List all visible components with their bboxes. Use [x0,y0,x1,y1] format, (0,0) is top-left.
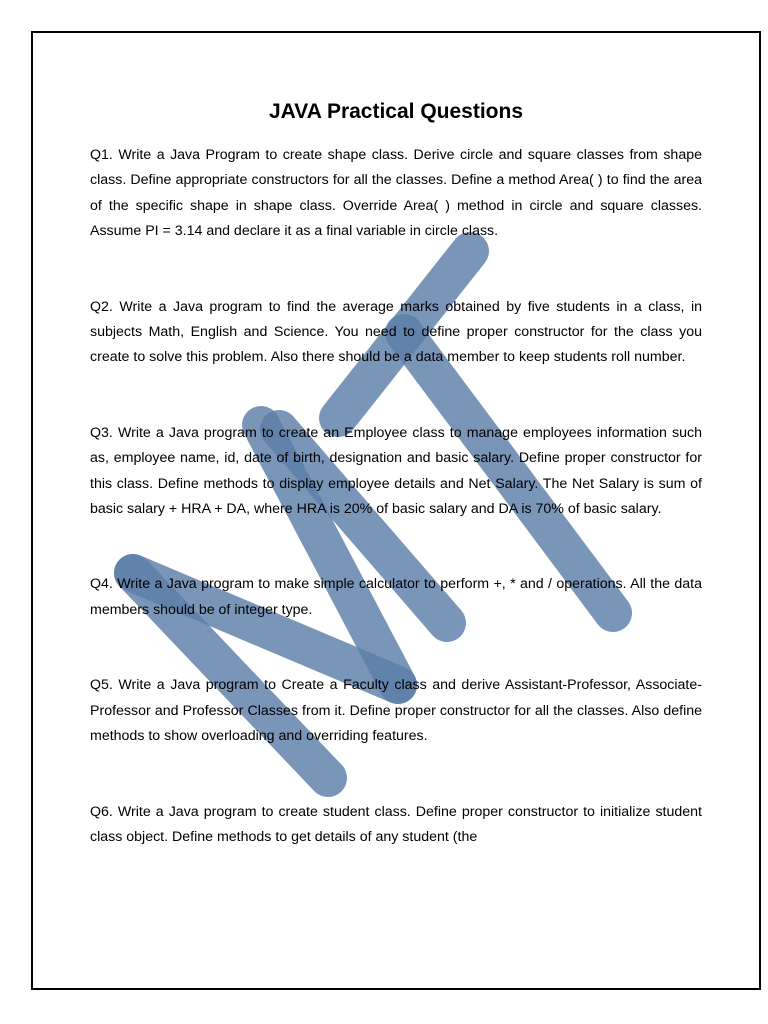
question-q5: Q5. Write a Java program to Create a Faculty class and derive Assistant-Professor, Associate-Professor and Professor Classes from it. Define proper constructor for all the classes. Also define methods to show overloading and overriding features. [90,677,702,745]
question-q6: Q6. Write a Java program to create student class. Define proper constructor to initialize student class object. Define methods to get details of any student (the [90,803,702,845]
document-content [33,99,759,850]
question-q3: Q3. Write a Java program to create an Employee class to manage employees information such as, employee name, id, date of birth, designation and basic salary. Define proper constructor for this class. Define methods to display employee details and Net Salary. The Net Salary is sum of basic salary + HRA + DA, where HRA is 20% of basic salary and DA is 70% of basic salary. [90,424,702,518]
question-q4: Q4. Write a Java program to make simple calculator to perform +, * and / operations. All the data members should be of integer type. [90,576,702,618]
document-title: JAVA Practical Questions [268,100,524,123]
document-page [31,31,761,990]
question-q1: Q1. Write a Java Program to create shape class. Derive circle and square classes from shape class. Define appropriate constructors for all the classes. Define a method Area( ) to find the area of the specific shape in shape class. Override Area( ) method in circle and square classes. Assume PI = 3.14 and declare it as a final variable in circle class. [90,147,702,240]
question-q2: Q2. Write a Java program to find the average marks obtained by five students in a class, in subjects Math, English and Science. You need to define proper constructor for the class you create to solve this problem. Also there should be a data member to keep students roll number. [90,298,702,366]
